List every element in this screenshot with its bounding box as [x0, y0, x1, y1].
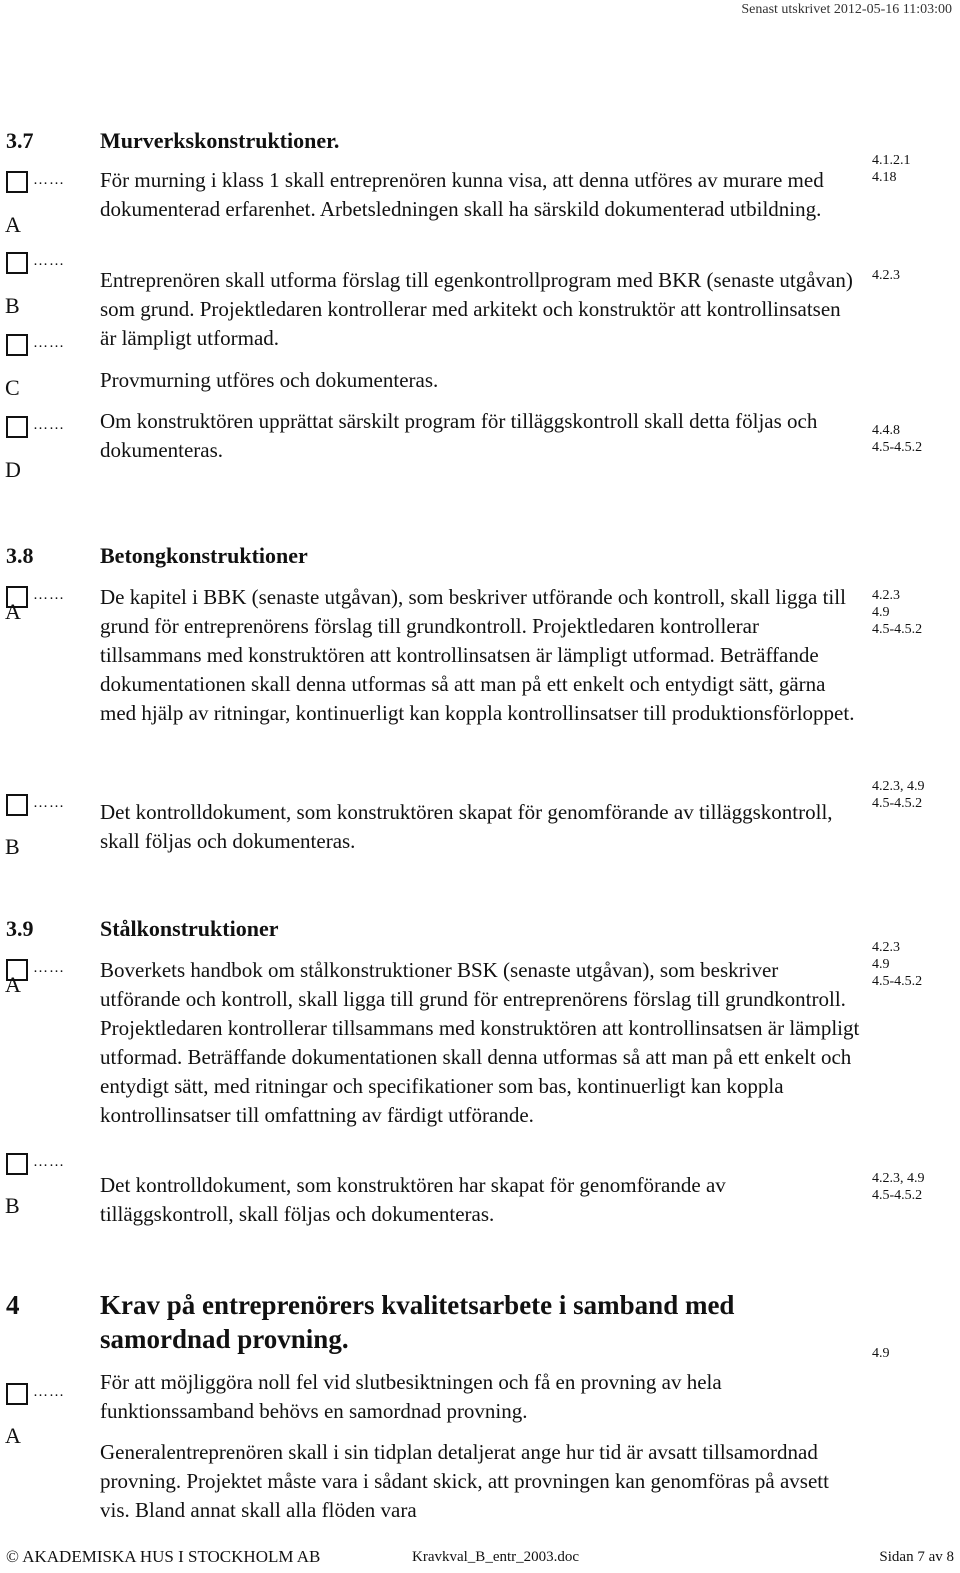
section-number: 3.8: [6, 543, 34, 568]
item-letter: D: [5, 457, 21, 482]
reference-codes: 4.4.8 4.5-4.5.2: [872, 423, 923, 455]
checkbox-3-9-b[interactable]: [6, 1153, 28, 1175]
item-letter: A: [5, 1423, 21, 1448]
print-timestamp: Senast utskrivet 2012-05-16 11:03:00: [741, 2, 952, 17]
item-text: De kapitel i BBK (senaste utgåvan), som beskriver utförande och kontroll, skall ligga till grund för entreprenörens förslag till grundkontroll. Projektledaren kontrollerar tillsammans med konstruktören att kontrollinsatsen är lämpligt utformad. Beträffande dokumentationen skall denna utformas så att man på ett enkelt och entydigt sätt, gärna med hjälp av ritningar, kontinuerligt kan koppla kontrollinsatser till produktionsförloppet.: [100, 585, 855, 725]
reference-codes: 4.2.3, 4.9 4.5-4.5.2: [872, 779, 925, 811]
footer-page-number: Sidan 7 av 8: [879, 1549, 954, 1565]
item-letter: A: [5, 212, 21, 237]
section-title: Stålkonstruktioner: [100, 916, 279, 941]
checkbox-3-8-b[interactable]: [6, 794, 28, 816]
section-title: Murverkskonstruktioner.: [100, 128, 340, 153]
item-letter: A: [5, 972, 21, 997]
reference-codes: 4.2.3 4.9 4.5-4.5.2: [872, 940, 923, 989]
reference-codes: 4.2.3, 4.9 4.5-4.5.2: [872, 1171, 925, 1203]
checkbox-3-7-d[interactable]: [6, 416, 28, 438]
section-number: 4: [6, 1290, 20, 1320]
item-text: Det kontrolldokument, som konstruktören skapat för genomförande av tilläggskontroll, skall följas och dokumenteras.: [100, 800, 833, 853]
item-text: Det kontrolldokument, som konstruktören har skapat för genomförande av tilläggskontroll, skall följas och dokumenteras.: [100, 1173, 726, 1226]
checkbox-3-7-a[interactable]: [6, 171, 28, 193]
check-dots: ……: [33, 253, 65, 269]
checkbox-3-7-c[interactable]: [6, 334, 28, 356]
check-dots: ……: [33, 417, 65, 433]
item-text: För att möjliggöra noll fel vid slutbesiktningen och få en provning av hela funktionssamband behövs en samordnad provning.: [100, 1370, 722, 1423]
check-dots: ……: [33, 587, 65, 603]
footer-filename: Kravkval_B_entr_2003.doc: [412, 1549, 580, 1565]
item-text: Provmurning utföres och dokumenteras.: [100, 368, 439, 392]
section-title: Betongkonstruktioner: [100, 543, 308, 568]
item-letter: B: [5, 834, 20, 859]
reference-codes: 4.1.2.1 4.18: [872, 153, 911, 185]
item-letter: B: [5, 293, 20, 318]
check-dots: ……: [33, 1154, 65, 1170]
section-title-continued: samordnad provning.: [100, 1324, 349, 1354]
check-dots: ……: [33, 795, 65, 811]
check-dots: ……: [33, 1384, 65, 1400]
item-text-continued: Generalentreprenören skall i sin tidplan detaljerat ange hur tid är avsatt tillsamordnad provning. Projektet måste vara i sådant skick, att provningen kan genomföras på avsett vis. Bland annat skall alla flöden vara: [100, 1440, 829, 1522]
item-text: Om konstruktören upprättat särskilt program för tilläggskontroll skall detta följas och dokumenteras.: [100, 409, 818, 462]
reference-codes: 4.2.3: [872, 268, 900, 283]
item-letter: A: [5, 599, 21, 624]
section-number: 3.7: [6, 128, 34, 153]
check-dots: ……: [33, 960, 65, 976]
reference-codes: 4.9: [872, 1346, 890, 1361]
item-text: För murning i klass 1 skall entreprenören kunna visa, att denna utföres av murare med dokumenterad erfarenhet. Arbetsledningen skall ha särskild dokumenterad utbildning.: [100, 168, 824, 221]
item-letter: B: [5, 1193, 20, 1218]
section-number: 3.9: [6, 916, 34, 941]
footer-company: © AKADEMISKA HUS I STOCKHOLM AB: [6, 1547, 321, 1566]
check-dots: ……: [33, 335, 65, 351]
checkbox-4-a[interactable]: [6, 1383, 28, 1405]
item-text: Boverkets handbok om stålkonstruktioner BSK (senaste utgåvan), som beskriver utförande och kontroll, skall ligga till grund för entreprenörens förslag till grundkontroll. Projektledaren kontrollerar tillsammans med konstruktören att kontrollinsatsen är lämpligt utformad. Beträffande dokumentationen skall denna utformas så att man på ett enkelt och entydigt sätt, med ritningar och specifikationer som bas, kontinuerligt kan koppla kontrollinsatser till omfattning av färdigt utförande.: [100, 958, 860, 1127]
section-title: Krav på entreprenörers kvalitetsarbete i samband med: [100, 1290, 735, 1320]
item-text: Entreprenören skall utforma förslag till egenkontrollprogram med BKR (senaste utgåvan) som grund. Projektledaren kontrollerar med arkitekt och konstruktör att kontrollinsatsen är lämpligt utformad.: [100, 268, 853, 350]
checkbox-3-7-b[interactable]: [6, 252, 28, 274]
reference-codes: 4.2.3 4.9 4.5-4.5.2: [872, 588, 923, 637]
item-letter: C: [5, 375, 20, 400]
check-dots: ……: [33, 172, 65, 188]
